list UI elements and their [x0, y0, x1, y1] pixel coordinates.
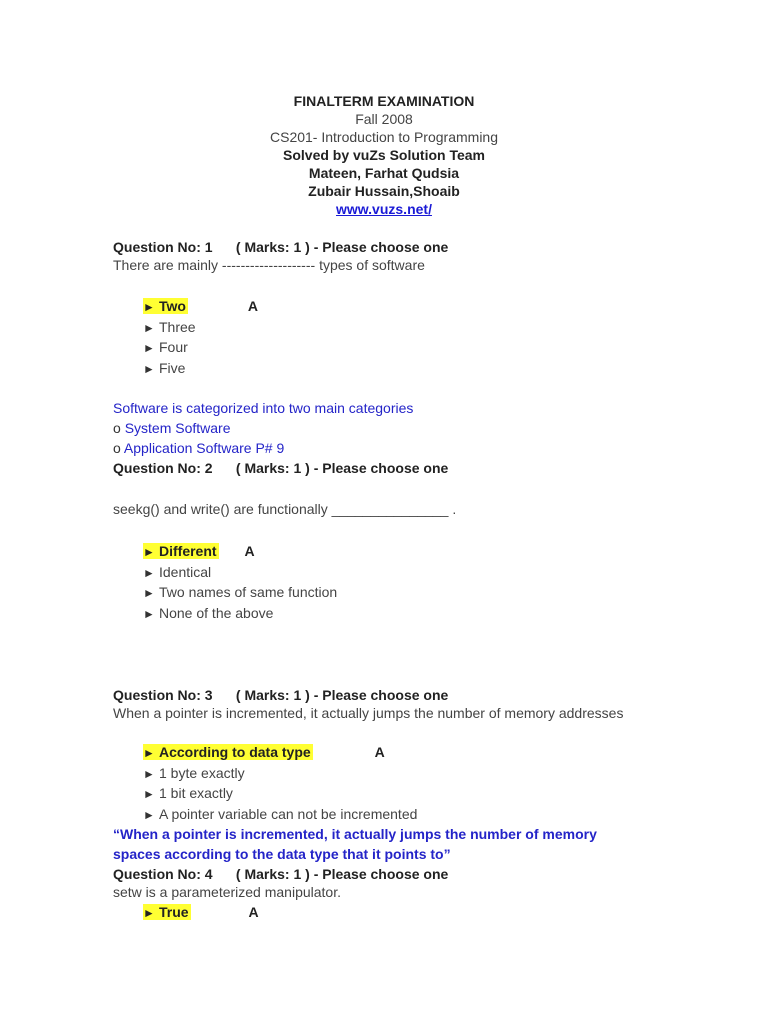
option-label: Two names of same function	[159, 584, 338, 600]
option-label: None of the above	[159, 604, 274, 621]
option[interactable]	[143, 783, 417, 804]
option-label: Three	[159, 318, 196, 335]
arrow-icon: ►	[143, 606, 155, 621]
exam-term: Fall 2008	[355, 111, 413, 127]
arrow-icon: ►	[143, 586, 155, 600]
authors-line-2: Zubair Hussain,Shoaib	[308, 183, 460, 199]
bullet-icon: o	[113, 440, 121, 456]
option[interactable]	[143, 337, 258, 358]
exam-title: FINALTERM EXAMINATION	[293, 93, 475, 109]
arrow-icon: ►	[143, 320, 155, 335]
question-2-options	[143, 541, 337, 623]
question-2-text-wrap	[113, 501, 733, 518]
document-header	[0, 92, 768, 218]
option-correct[interactable]	[143, 296, 258, 317]
note-line: System Software	[124, 420, 231, 436]
option[interactable]	[143, 317, 258, 338]
option[interactable]	[143, 358, 258, 379]
arrow-icon: ►	[143, 341, 155, 355]
solved-by: Solved by vuZs Solution Team	[283, 147, 485, 163]
arrow-icon: ►	[143, 545, 155, 559]
authors-line-1: Mateen, Farhat Qudsia	[308, 165, 460, 181]
question-3-explanation: “When a pointer is incremented, it actually jumps the number of memory spaces according to the data type that it points to”	[113, 826, 597, 862]
course-title: CS201- Introduction to Programming	[270, 129, 498, 145]
question-4-options	[143, 902, 259, 923]
note-line: Software is categorized into two main categories	[113, 400, 414, 416]
arrow-icon: ►	[143, 807, 155, 822]
option-correct[interactable]	[143, 902, 259, 923]
question-text: setw is a parameterized manipulator.	[113, 884, 341, 900]
answer-marker: A	[374, 744, 385, 760]
question-2	[113, 458, 733, 478]
option-label: Identical	[159, 563, 212, 580]
answer-marker: A	[247, 298, 258, 314]
option-correct[interactable]	[143, 541, 337, 562]
question-title: Question No: 2 ( Marks: 1 ) - Please choose one	[113, 460, 449, 476]
note-line: Application Software P# 9	[123, 440, 285, 456]
option-label: True	[159, 904, 189, 920]
option-label: According to data type	[159, 744, 311, 760]
question-text: When a pointer is incremented, it actually jumps the number of memory addresses	[113, 705, 624, 721]
option[interactable]	[143, 582, 337, 603]
option-label: Four	[159, 339, 188, 355]
option[interactable]	[143, 763, 417, 784]
question-1-options	[143, 296, 258, 378]
option-label: A pointer variable can not be incremented	[159, 805, 418, 822]
website-link[interactable]: www.vuzs.net/	[336, 201, 432, 217]
question-1-note	[113, 398, 413, 458]
option-label: Five	[159, 359, 186, 376]
option[interactable]	[143, 804, 417, 825]
arrow-icon: ►	[143, 906, 155, 920]
question-text: There are mainly -------------------- types of software	[113, 257, 425, 273]
arrow-icon: ►	[143, 361, 155, 376]
question-1	[113, 237, 733, 274]
question-3-options	[143, 742, 417, 824]
arrow-icon: ►	[143, 746, 155, 760]
arrow-icon: ►	[143, 787, 155, 801]
option-label: Different	[159, 543, 217, 559]
question-4	[113, 864, 733, 901]
option-label: 1 byte exactly	[159, 764, 245, 781]
option-correct[interactable]	[143, 742, 417, 763]
answer-marker: A	[244, 543, 255, 559]
question-3	[113, 685, 633, 722]
option-label: Two	[159, 298, 186, 314]
arrow-icon: ►	[143, 766, 155, 781]
bullet-icon: o	[113, 420, 121, 436]
arrow-icon: ►	[143, 300, 155, 314]
question-text: seekg() and write() are functionally _______________ .	[113, 501, 457, 517]
answer-marker: A	[248, 904, 259, 920]
question-title: Question No: 3 ( Marks: 1 ) - Please choose one	[113, 687, 449, 703]
question-title: Question No: 4 ( Marks: 1 ) - Please choose one	[113, 866, 449, 882]
option[interactable]	[143, 562, 337, 583]
option-label: 1 bit exactly	[159, 785, 233, 801]
question-title: Question No: 1 ( Marks: 1 ) - Please choose one	[113, 239, 449, 255]
option[interactable]	[143, 603, 337, 624]
arrow-icon: ►	[143, 565, 155, 580]
